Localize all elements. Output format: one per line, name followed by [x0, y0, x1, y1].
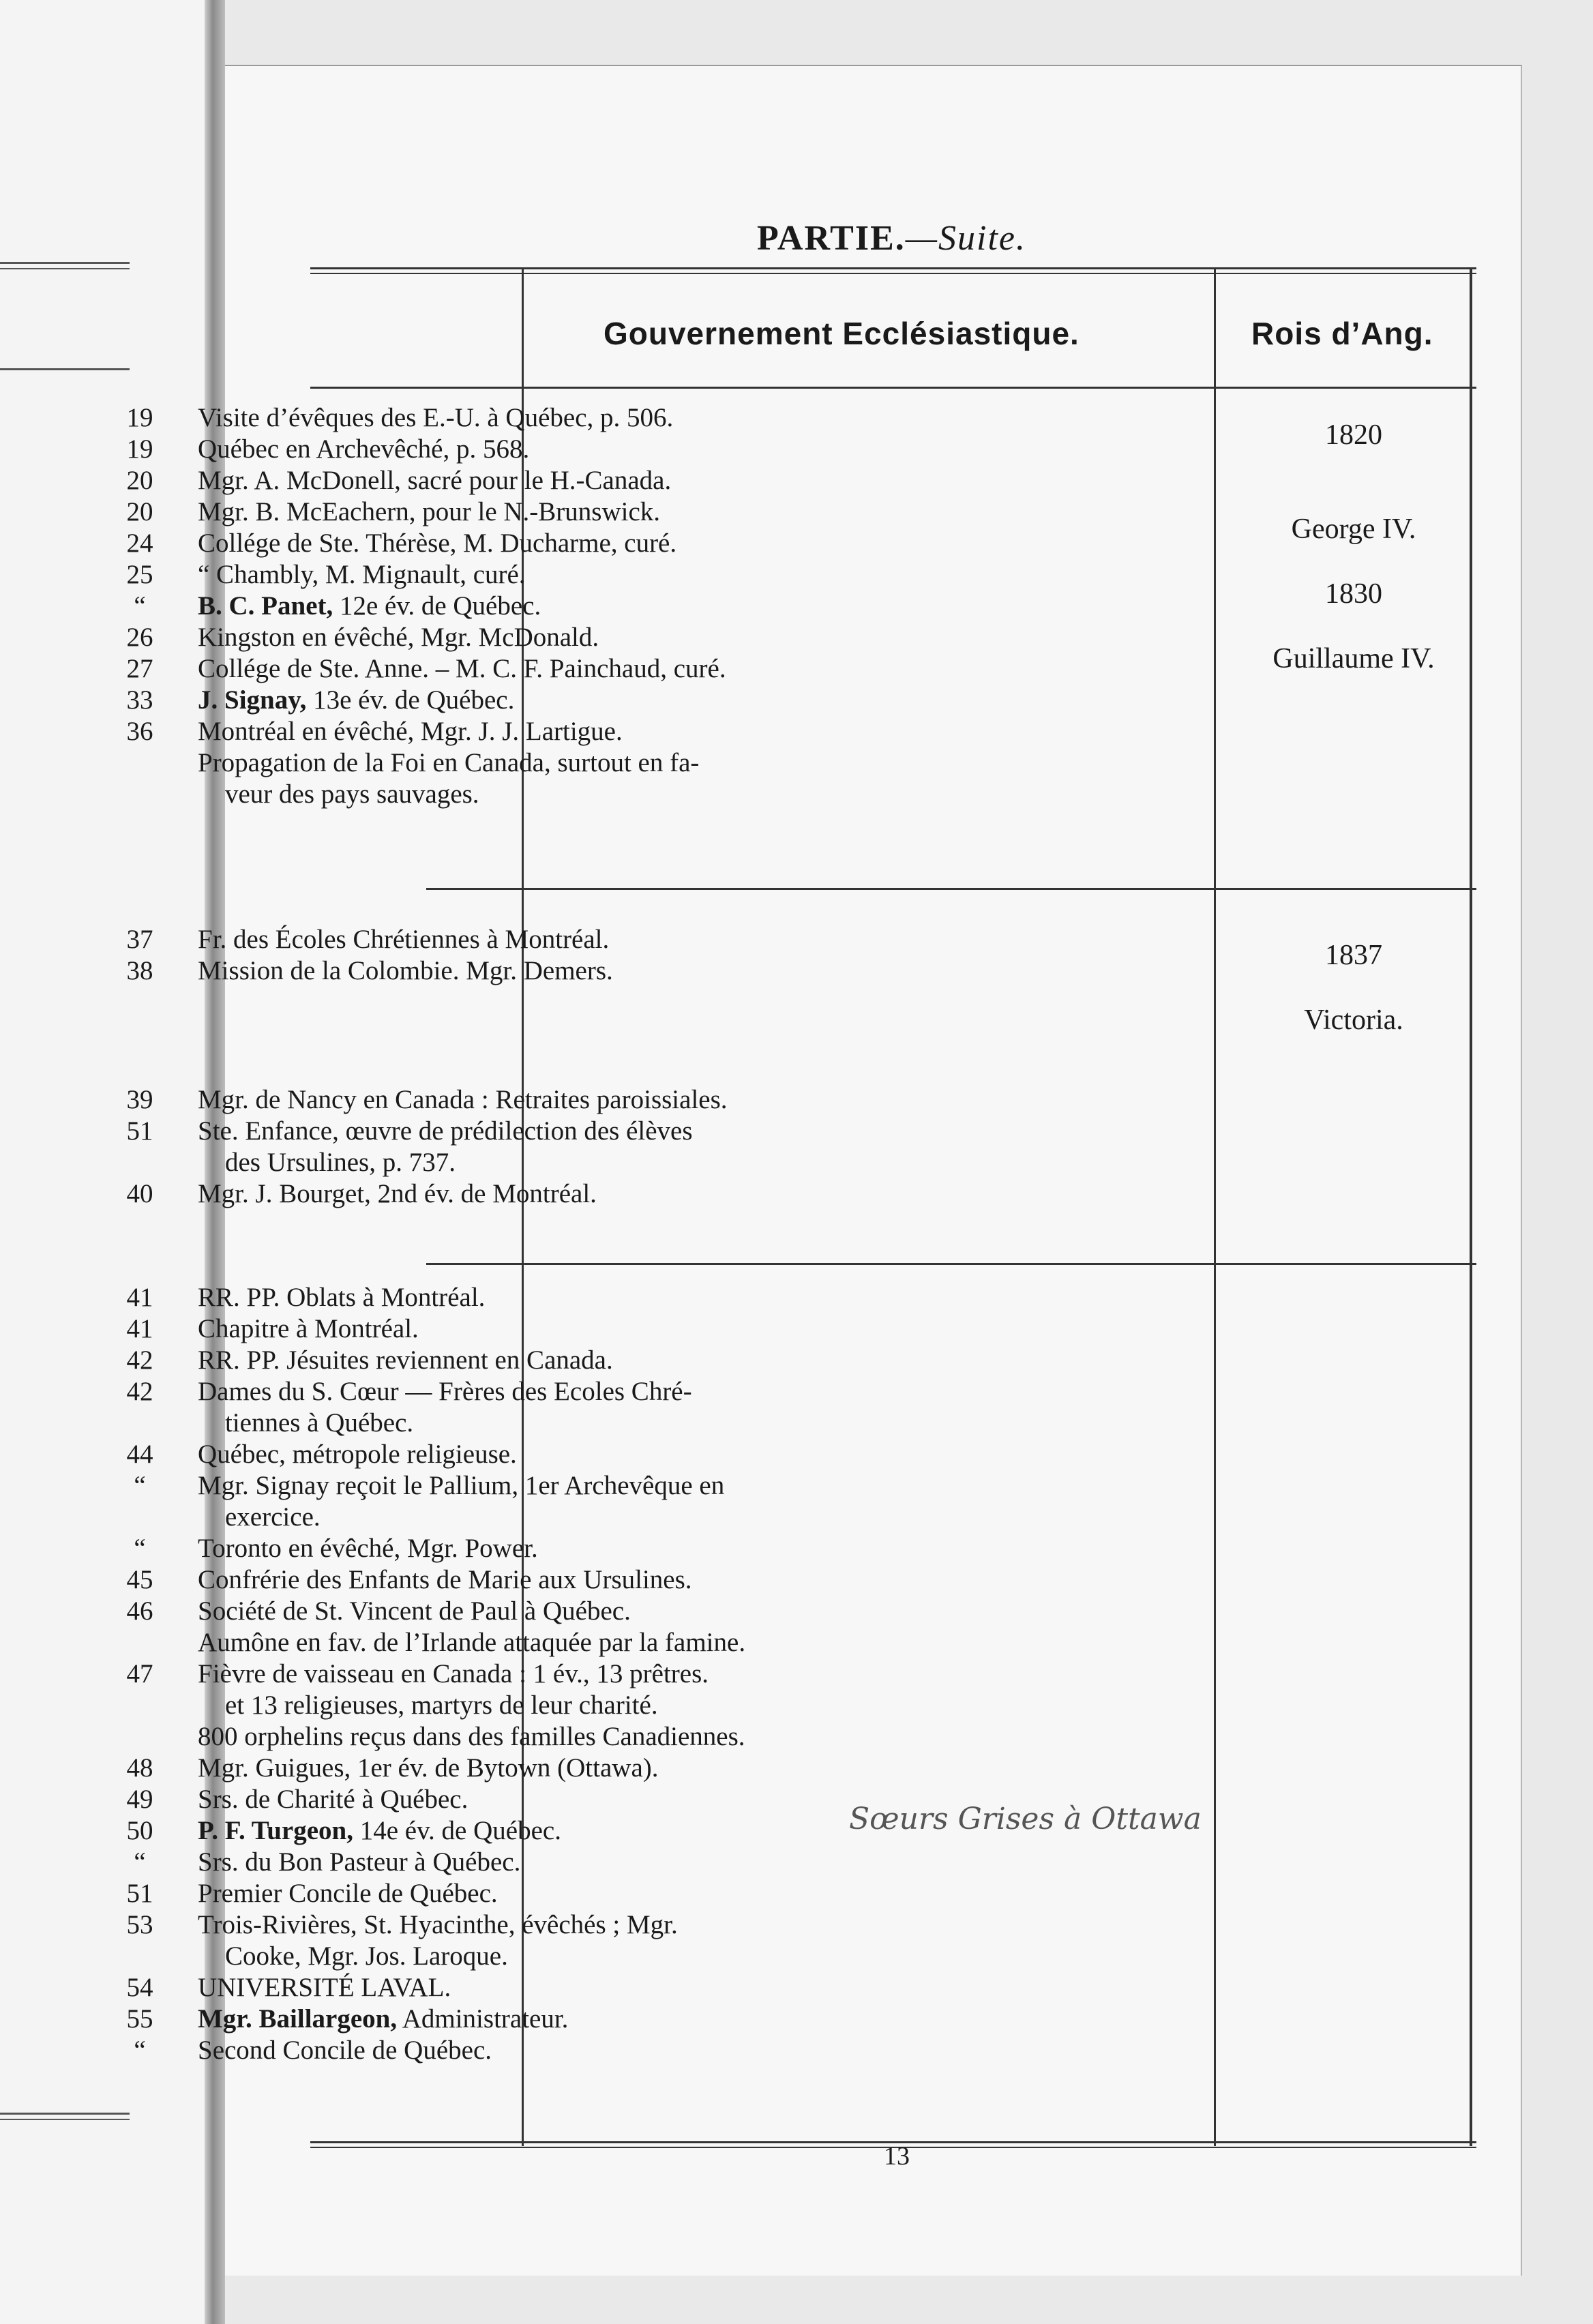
entry-year: 40: [126, 1179, 153, 1208]
entry: [0, 1502, 1221, 1533]
entry: [0, 779, 1221, 810]
entry-text: et 13 religieuses, martyrs de leur charité.: [225, 1690, 658, 1720]
entry: [0, 591, 1221, 622]
entry-text: Srs. du Bon Pasteur à Québec.: [198, 1847, 521, 1877]
entry-bishop-name: B. C. Panet,: [198, 591, 333, 621]
entry-text: [198, 685, 1214, 716]
entry-text: Srs. de Charité à Québec.: [198, 1785, 468, 1814]
reign-george-iv: George IV.: [1291, 513, 1416, 545]
entry-text: Fièvre de vaisseau en Canada : 1 év., 13 prêtres.: [198, 1659, 709, 1688]
entry: [0, 1721, 1221, 1753]
entry-year: “: [134, 1471, 146, 1500]
entry: [0, 716, 1221, 747]
entry-text: Premier Concile de Québec.: [198, 1879, 498, 1908]
entry-bishop-name: Mgr. Baillargeon,: [198, 2004, 398, 2034]
entry: [0, 924, 1221, 955]
entry-year: 49: [126, 1785, 153, 1814]
entry-year: 20: [126, 466, 153, 495]
entry-year: 24: [126, 528, 153, 558]
handwritten-note: Sœurs Grises à Ottawa: [849, 1802, 1202, 1836]
entries-group-2: [0, 924, 1221, 987]
entry-text: Kingston en évêché, Mgr. McDonald.: [198, 623, 599, 652]
entry-text: Mgr. Guigues, 1er év. de Bytown (Ottawa).: [198, 1753, 659, 1783]
entry-text: Chapitre à Montréal.: [198, 1314, 419, 1343]
entry: [0, 2003, 1221, 2035]
entry: [0, 402, 1221, 434]
entry-text: UNIVERSITÉ LAVAL.: [198, 1973, 451, 2002]
entry: [0, 465, 1221, 496]
left-page-rule: [0, 2113, 130, 2120]
entry-text: Trois-Rivières, St. Hyacinthe, évêchés ; Mgr.: [198, 1910, 678, 1939]
entry: [0, 559, 1221, 591]
entry: [0, 1470, 1221, 1502]
entry-bishop-name: J. Signay,: [198, 685, 307, 715]
entry: [0, 1941, 1221, 1972]
entry-year: 47: [126, 1659, 153, 1688]
entry-year: 50: [126, 1816, 153, 1845]
entry: [0, 1282, 1221, 1313]
entry-text: [198, 591, 1214, 622]
reign-1830: 1830: [1325, 578, 1382, 610]
heading-suite: —Suite.: [905, 219, 1027, 258]
column-title-gov: Gouvernement Ecclésiastique.: [604, 316, 1080, 351]
entry-text: Mission de la Colombie. Mgr. Demers.: [198, 956, 613, 985]
page-number: 13: [884, 2142, 910, 2171]
entry-text: Second Concile de Québec.: [198, 2036, 492, 2065]
entry-year: 19: [126, 434, 153, 464]
entry-year: 36: [126, 717, 153, 746]
entry: [0, 1533, 1221, 1564]
entry-text: Ste. Enfance, œuvre de prédilection des élèves: [198, 1116, 693, 1146]
entry-year: 55: [126, 2004, 153, 2034]
entry-text: Visite d’évêques des E.-U. à Québec, p. 506.: [198, 403, 674, 432]
entry-text: Société de St. Vincent de Paul à Québec.: [198, 1596, 631, 1626]
entry-year: 41: [126, 1283, 153, 1312]
entry-text: exercice.: [225, 1502, 321, 1532]
entry: [0, 1345, 1221, 1376]
entry-text: tiennes à Québec.: [225, 1408, 414, 1437]
entry-year: 45: [126, 1565, 153, 1594]
entry: [0, 685, 1221, 716]
entry: [0, 1313, 1221, 1345]
entry-year: 33: [126, 685, 153, 715]
entry-text: Québec, métropole religieuse.: [198, 1440, 517, 1469]
entry-text: Mgr. B. McEachern, pour le N.-Brunswick.: [198, 497, 661, 526]
entry-text: Toronto en évêché, Mgr. Power.: [198, 1534, 538, 1563]
entry-text: des Ursulines, p. 737.: [225, 1148, 456, 1177]
entry-year: 39: [126, 1085, 153, 1114]
entry-text: Collége de Ste. Anne. – M. C. F. Painchaud, curé.: [198, 654, 726, 683]
page-heading: [757, 218, 1026, 258]
entry-text-rest: 12e év. de Québec.: [333, 591, 541, 621]
entry-text: Cooke, Mgr. Jos. Laroque.: [225, 1941, 508, 1971]
entry: [0, 1084, 1221, 1116]
entry: [0, 434, 1221, 465]
entry-year: 26: [126, 623, 153, 652]
entry-year: “: [134, 1534, 146, 1563]
entry-bishop-name: P. F. Turgeon,: [198, 1816, 353, 1845]
entry: [0, 1407, 1221, 1439]
entry-year: 48: [126, 1753, 153, 1783]
entry-text: RR. PP. Jésuites reviennent en Canada.: [198, 1345, 613, 1375]
entry-year: 54: [126, 1973, 153, 2002]
entry-year: “: [134, 2036, 146, 2065]
entry-text: Québec en Archevêché, p. 568.: [198, 434, 530, 464]
entry: [0, 1178, 1221, 1210]
reign-1820: 1820: [1325, 419, 1382, 451]
entry-year: 53: [126, 1910, 153, 1939]
entry-year: 51: [126, 1879, 153, 1908]
entry-year: 37: [126, 925, 153, 954]
entry-year: 44: [126, 1440, 153, 1469]
entry-year: “: [134, 1847, 146, 1877]
entry: [0, 1847, 1221, 1878]
entry-year: 51: [126, 1116, 153, 1146]
entry: [0, 1627, 1221, 1658]
entry: [0, 1753, 1221, 1784]
entry: [0, 1439, 1221, 1470]
entry-text-rest: Administrateur.: [397, 2004, 569, 2034]
entry: [0, 1596, 1221, 1627]
entry-text: Mgr. Signay reçoit le Pallium, 1er Archevêque en: [198, 1471, 725, 1500]
entry-year: “: [134, 591, 146, 621]
entry: [0, 1116, 1221, 1147]
section-rule-2: [426, 1263, 1476, 1265]
entry-text-rest: 13e év. de Québec.: [306, 685, 515, 715]
entries-group-3: [0, 1084, 1221, 1210]
heading-main: PARTIE.: [757, 219, 906, 258]
entry-text: Mgr. de Nancy en Canada : Retraites paroissiales.: [198, 1085, 728, 1114]
entry-year: 46: [126, 1596, 153, 1626]
reign-1837: 1837: [1325, 940, 1382, 971]
table-top-rule: [310, 267, 1476, 269]
entry-year: 27: [126, 654, 153, 683]
column-title-rois: Rois d’Ang.: [1251, 316, 1433, 351]
reign-guillaume-iv: Guillaume IV.: [1272, 643, 1435, 674]
entry-text: Fr. des Écoles Chrétiennes à Montréal.: [198, 925, 610, 954]
entry-year: 25: [126, 560, 153, 589]
entry: [0, 1690, 1221, 1721]
entries-group-4: [0, 1282, 1221, 2066]
entry-text: Propagation de la Foi en Canada, surtout en fa-: [198, 748, 700, 777]
entry: [0, 1658, 1221, 1690]
entries-group-1: [0, 402, 1221, 810]
entry: [0, 1878, 1221, 1909]
table-right-edge: [1470, 267, 1472, 2146]
entry-year: 38: [126, 956, 153, 985]
entry: [0, 528, 1221, 559]
entry-text: Mgr. A. McDonell, sacré pour le H.-Canada.: [198, 466, 672, 495]
entry-text: 800 orphelins reçus dans des familles Canadiennes.: [198, 1722, 745, 1751]
header-rule: [310, 387, 1476, 389]
reign-victoria: Victoria.: [1304, 1004, 1403, 1036]
entry-year: 20: [126, 497, 153, 526]
entry-text: Confrérie des Enfants de Marie aux Ursulines.: [198, 1565, 692, 1594]
entry-year: 41: [126, 1314, 153, 1343]
entry: [0, 2035, 1221, 2066]
entry: [0, 496, 1221, 528]
entry: [0, 1909, 1221, 1941]
entry-text: RR. PP. Oblats à Montréal.: [198, 1283, 486, 1312]
entry: [0, 622, 1221, 653]
entry-text: Dames du S. Cœur — Frères des Ecoles Chré-: [198, 1377, 692, 1406]
table-top-rule-inner: [310, 273, 1476, 274]
entry: [0, 1564, 1221, 1596]
entry: [0, 1972, 1221, 2003]
left-page-rule: [0, 262, 130, 269]
entry-year: 42: [126, 1377, 153, 1406]
entry-text-rest: 14e év. de Québec.: [353, 1816, 561, 1845]
entry: [0, 1376, 1221, 1407]
entry: [0, 1147, 1221, 1178]
entry: [0, 747, 1221, 779]
entry: [0, 955, 1221, 987]
section-rule-1: [426, 888, 1476, 890]
entry-text: Montréal en évêché, Mgr. J. J. Lartigue.: [198, 717, 623, 746]
entry-text: Mgr. J. Bourget, 2nd év. de Montréal.: [198, 1179, 597, 1208]
entry-year: 42: [126, 1345, 153, 1375]
entry-text: Aumône en fav. de l’Irlande attaquée par la famine.: [198, 1628, 746, 1657]
entry-text: “ Chambly, M. Mignault, curé.: [198, 560, 526, 589]
entry: [0, 653, 1221, 685]
entry-year: 19: [126, 403, 153, 432]
entry-text: [198, 2003, 1214, 2035]
left-page-rule: [0, 368, 130, 370]
entry-text: Collége de Ste. Thérèse, M. Ducharme, curé.: [198, 528, 677, 558]
entry-text: veur des pays sauvages.: [225, 779, 479, 809]
